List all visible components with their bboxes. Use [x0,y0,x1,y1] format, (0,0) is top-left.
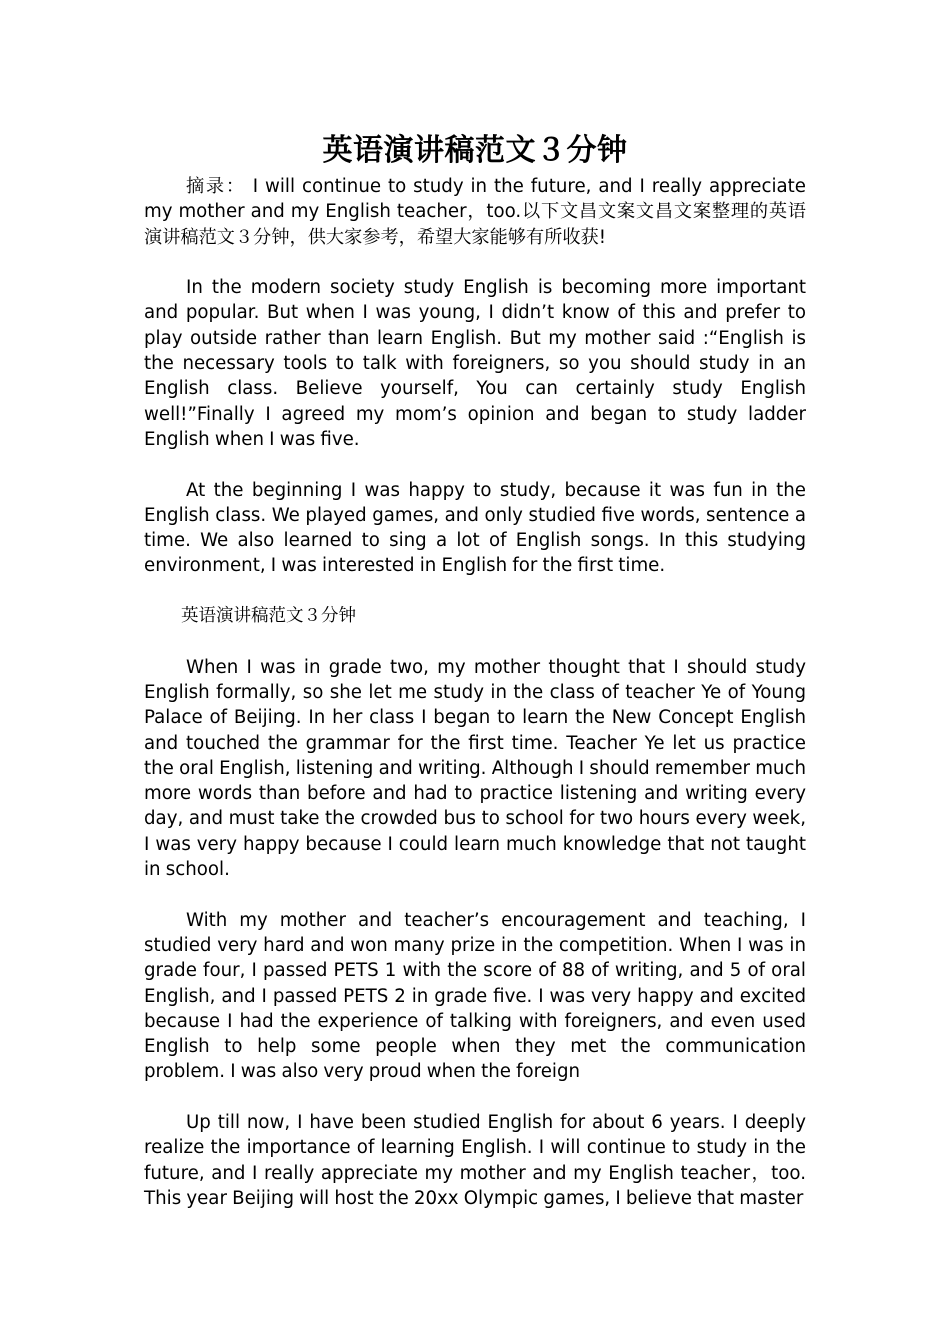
body-paragraph-3: When I was in grade two, my mother thought that I should study English formally, so she let me study in the class of teacher Ye of Young Palace of Beijing. In her class I began to learn the New Concept English and touched the grammar for the first time. Teacher Ye let us practice the oral English, listening and writing. Although I should remember much more words than before and had to practice listening and writing every day, and must take the crowded bus to school for two hours every week, I was very happy because I could learn much knowledge that not taught in school. [144,656,806,881]
section-subheading: 英语演讲稿范文３分钟 [181,606,356,627]
document-title: 英语演讲稿范文３分钟 [322,133,628,168]
body-paragraph-4: With my mother and teacher’s encouragement and teaching, I studied very hard and won many prize in the competition. When I was in grade four, I passed PETS 1 with the score of 88 of writing, and 5 of oral English, and I passed PETS 2 in grade five. I was very happy and excited because I had the experience of talking with foreigners, and even used English to help some people when they met the communication problem. I was also very proud when the foreign [144,909,806,1083]
paragraph-gap [144,452,806,477]
body-paragraph-1: In the modern society study English is becoming more important and popular. But when I was young, I didn’t know of this and prefer to play outside rather than learn English. But my mother said :“English is the necessary tools to talk with foreigners, so you should study in an English class. Believe yourself, You can certainly study English well!”Finally I agreed my mom’s opinion and began to study ladder English when I was five. [144,277,806,450]
paragraph-gap [144,629,806,654]
document-page [144,128,806,1211]
body-paragraph-5: Up till now, I have been studied English for about 6 years. I deeply realize the importance of learning English. I will continue to study in the future, and I really appreciate my mother and my English teacher，too. This year Beijing will host the 20xx Olympic games, I believe that master [144,1111,806,1209]
paragraph-gap [144,882,806,907]
abstract-paragraph: 摘录： I will continue to study in the future, and I really appreciate my mother and my English teacher，too.以下文昌文案文昌文案整理的英语演讲稿范文３分钟，供大家参考，希望大家能够有所收获! [144,176,806,248]
paragraph-gap [144,250,806,275]
paragraph-gap [144,1085,806,1110]
body-paragraph-2: At the beginning I was happy to study, because it was fun in the English class. We played games, and only studied five words, sentence a time. We also learned to sing a lot of English songs. In this studying environment, I was interested in English for the first time. [144,479,806,577]
paragraph-gap [144,579,806,604]
